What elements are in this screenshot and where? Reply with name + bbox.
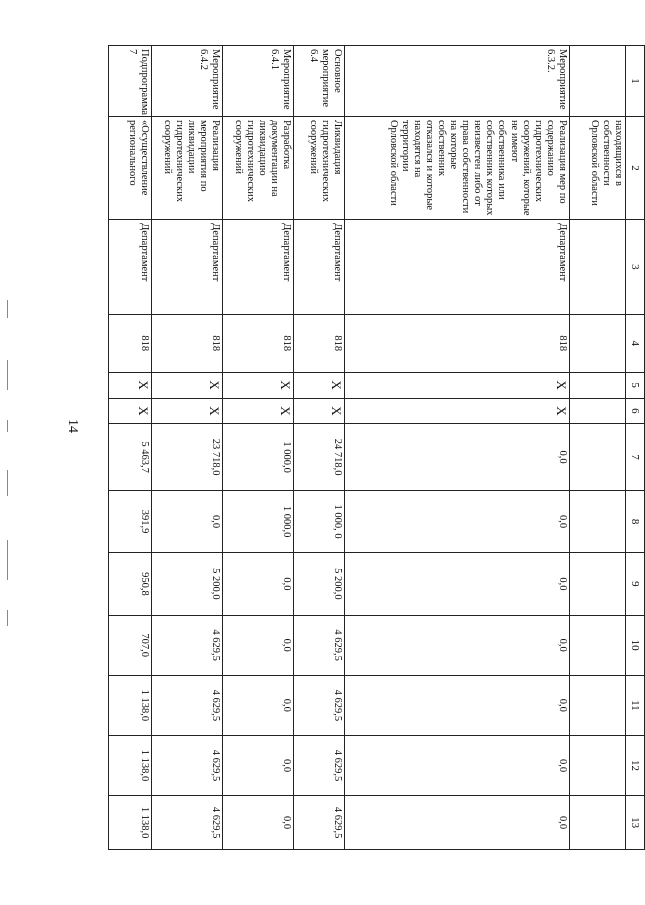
- cell-executor: Департамент: [151, 220, 222, 315]
- cell-total: 23 718,0: [151, 424, 222, 491]
- cell-x2: Х: [151, 398, 222, 424]
- cell-year-1: [569, 490, 625, 552]
- cell-executor: [569, 220, 625, 315]
- cell-year-1: 0,0: [344, 490, 569, 552]
- cell-x2: Х: [223, 398, 294, 424]
- cell-x2: [569, 398, 625, 424]
- cell-executor: Департамент: [109, 220, 152, 315]
- rotated-table-container: [108, 45, 645, 850]
- cell-program: Мероприятие 6.3.2.: [344, 46, 569, 117]
- cell-program: [569, 46, 625, 117]
- cell-program: Подпрограмма 7: [109, 46, 152, 117]
- cell-year-5: 4 629,5: [294, 735, 345, 795]
- cell-description: Ликвидация гидротехнических сооружений: [294, 116, 345, 219]
- cell-x1: Х: [109, 372, 152, 398]
- header-col-8: 8: [626, 490, 645, 552]
- cell-year-5: 1 138,0: [109, 735, 152, 795]
- cell-description: Реализация мер по содержанию гидротехнических сооружений, которые не имеют собственника или собственник которых неизвестен либо от права собственности на которые собственник отказался и которые находятся на территории Орловской области: [344, 116, 569, 219]
- header-col-5: 5: [626, 372, 645, 398]
- scan-edge-marks: [0, 0, 14, 905]
- table-row: [109, 46, 152, 850]
- header-col-4: 4: [626, 314, 645, 372]
- cell-x1: Х: [151, 372, 222, 398]
- header-row: [626, 46, 645, 850]
- cell-code: 818: [109, 314, 152, 372]
- cell-code: 818: [151, 314, 222, 372]
- header-col-9: 9: [626, 553, 645, 615]
- cell-x1: Х: [344, 372, 569, 398]
- cell-year-6: 4 629,5: [294, 796, 345, 850]
- header-col-3: 3: [626, 220, 645, 315]
- cell-code: [569, 314, 625, 372]
- cell-year-4: [569, 675, 625, 735]
- cell-year-3: [569, 615, 625, 675]
- cell-year-2: 0,0: [344, 553, 569, 615]
- cell-description: находящихся в собственности Орловской области: [569, 116, 625, 219]
- table-row: [569, 46, 625, 850]
- header-col-10: 10: [626, 615, 645, 675]
- cell-year-1: 0,0: [151, 490, 222, 552]
- table-row: [294, 46, 345, 850]
- cell-year-1: 391,9: [109, 490, 152, 552]
- cell-year-5: [569, 735, 625, 795]
- cell-total: 5 463,7: [109, 424, 152, 491]
- cell-x2: Х: [294, 398, 345, 424]
- cell-year-3: 0,0: [344, 615, 569, 675]
- cell-year-4: 0,0: [223, 675, 294, 735]
- header-col-1: 1: [626, 46, 645, 117]
- cell-year-6: 1 138,0: [109, 796, 152, 850]
- header-col-13: 13: [626, 796, 645, 850]
- cell-x2: Х: [109, 398, 152, 424]
- table-row: [223, 46, 294, 850]
- cell-code: 818: [344, 314, 569, 372]
- cell-total: 24 718,0: [294, 424, 345, 491]
- page-number: 14: [65, 419, 80, 433]
- cell-year-3: 707,0: [109, 615, 152, 675]
- cell-year-6: 4 629,5: [151, 796, 222, 850]
- cell-program: Основное мероприятие 6.4: [294, 46, 345, 117]
- cell-year-2: [569, 553, 625, 615]
- cell-x1: Х: [223, 372, 294, 398]
- cell-code: 818: [223, 314, 294, 372]
- cell-x1: Х: [294, 372, 345, 398]
- table-row: [151, 46, 222, 850]
- header-col-6: 6: [626, 398, 645, 424]
- header-col-7: 7: [626, 424, 645, 491]
- cell-executor: Департамент: [294, 220, 345, 315]
- cell-year-2: 5 200,0: [151, 553, 222, 615]
- cell-year-4: 1 138,0: [109, 675, 152, 735]
- cell-year-2: 0,0: [223, 553, 294, 615]
- cell-total: [569, 424, 625, 491]
- header-col-11: 11: [626, 675, 645, 735]
- cell-description: «Осуществление регионального: [109, 116, 152, 219]
- cell-year-4: 0,0: [344, 675, 569, 735]
- cell-total: 1 000,0: [223, 424, 294, 491]
- cell-x2: Х: [344, 398, 569, 424]
- cell-x1: [569, 372, 625, 398]
- cell-year-1: 1 000,0: [223, 490, 294, 552]
- cell-year-4: 4 629,5: [294, 675, 345, 735]
- cell-year-6: 0,0: [223, 796, 294, 850]
- cell-year-6: 0,0: [344, 796, 569, 850]
- cell-year-2: 5 200,0: [294, 553, 345, 615]
- cell-total: 0,0: [344, 424, 569, 491]
- cell-description: Реализация мероприятия по ликвидации гидротехнических сооружений: [151, 116, 222, 219]
- cell-year-5: 0,0: [344, 735, 569, 795]
- header-col-2: 2: [626, 116, 645, 219]
- cell-year-6: [569, 796, 625, 850]
- cell-year-3: 4 629,5: [151, 615, 222, 675]
- cell-program: Мероприятие 6.4.1: [223, 46, 294, 117]
- cell-year-3: 4 629,5: [294, 615, 345, 675]
- cell-year-1: 1 000, 0: [294, 490, 345, 552]
- cell-year-5: 0,0: [223, 735, 294, 795]
- cell-year-4: 4 629,5: [151, 675, 222, 735]
- cell-program: Мероприятие 6.4.2: [151, 46, 222, 117]
- cell-description: Разработка документации на ликвидацию гидротехнических сооружений: [223, 116, 294, 219]
- budget-table: [108, 45, 645, 850]
- cell-year-5: 4 629,5: [151, 735, 222, 795]
- cell-code: 818: [294, 314, 345, 372]
- cell-executor: Департамент: [223, 220, 294, 315]
- cell-executor: Департамент: [344, 220, 569, 315]
- header-col-12: 12: [626, 735, 645, 795]
- cell-year-2: 950,8: [109, 553, 152, 615]
- table-row: [344, 46, 569, 850]
- cell-year-3: 0,0: [223, 615, 294, 675]
